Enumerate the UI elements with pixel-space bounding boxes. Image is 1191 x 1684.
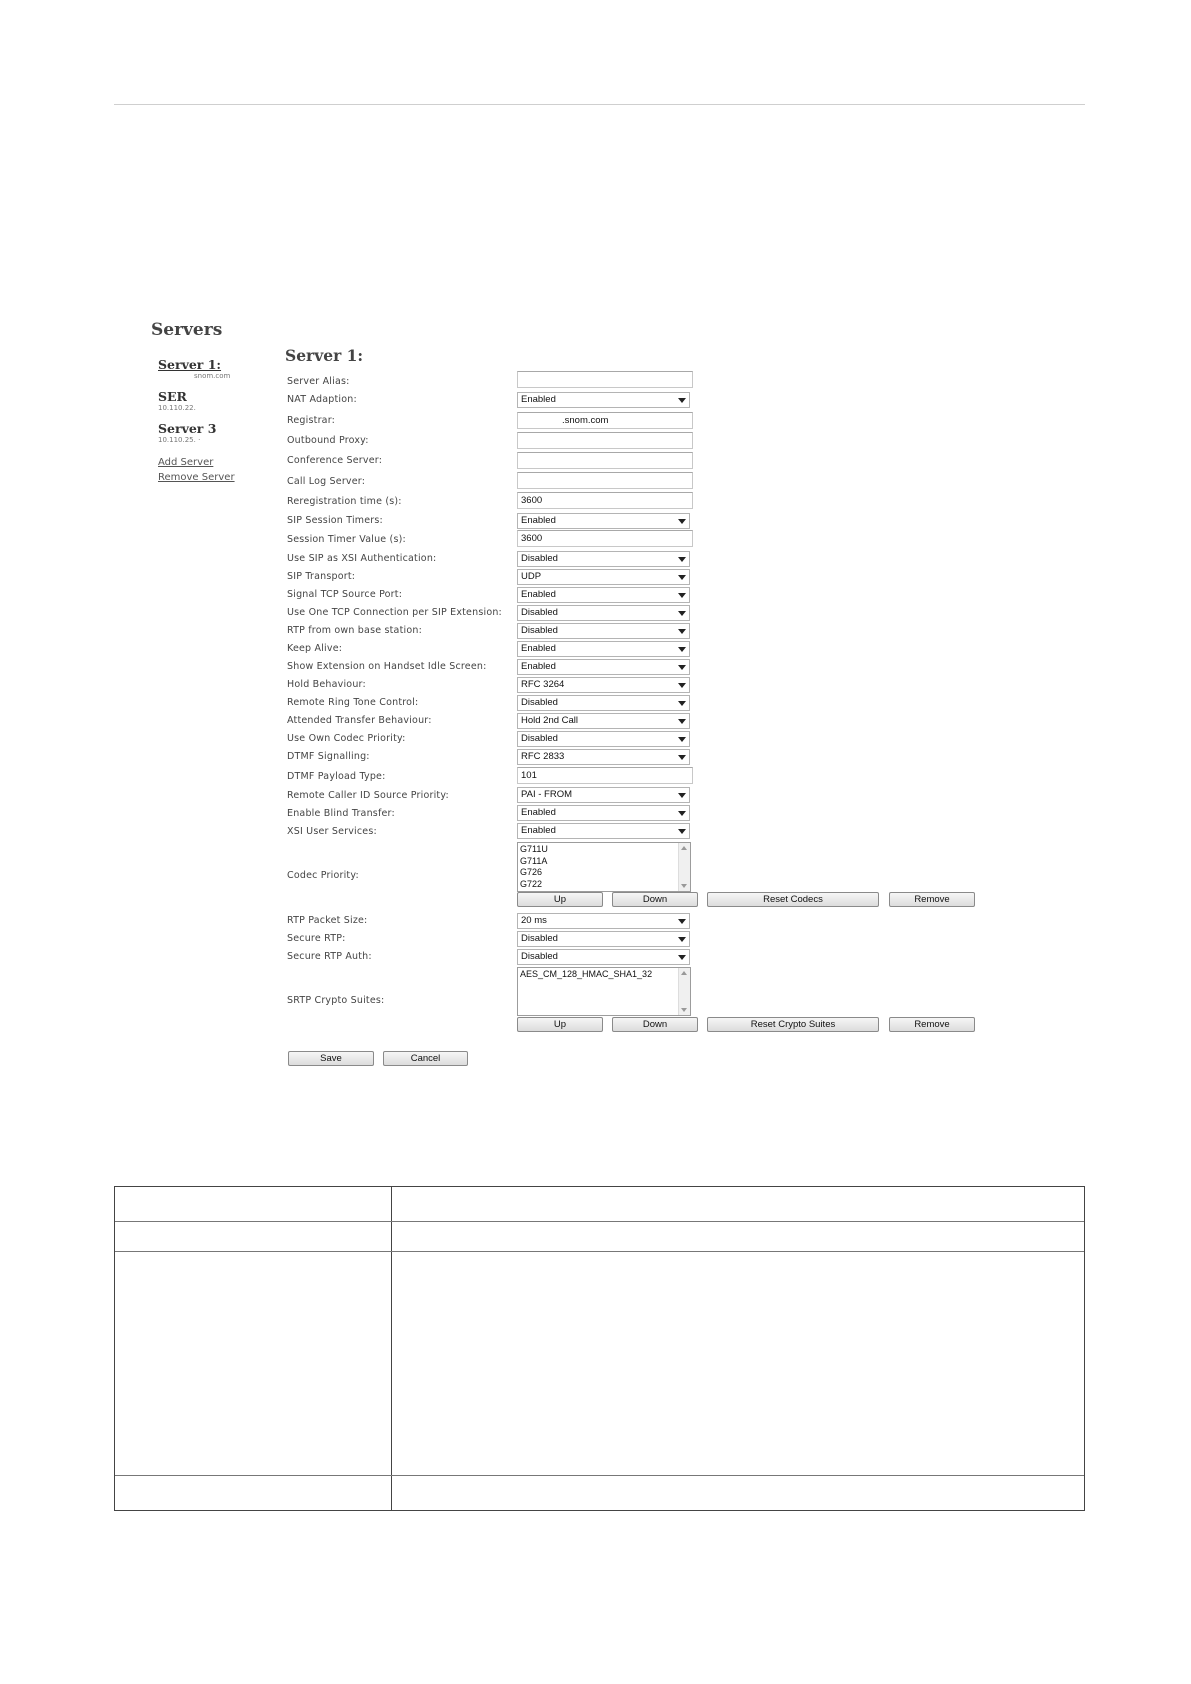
secure-rtp-auth-select[interactable] [517,949,690,965]
dropdown-arrow-icon [678,937,686,942]
scroll-up-icon[interactable] [681,846,687,850]
select-value: PAI - FROM [521,789,573,800]
list-option[interactable]: G711A [520,855,548,866]
sip-transport-label: SIP Transport: [287,571,356,582]
use-sip-xsi-auth-select[interactable] [517,551,690,567]
secure-rtp-select[interactable] [517,931,690,947]
select-value: Disabled [521,553,558,564]
select-value: Enabled [521,643,556,654]
rtp-packet-size-label: RTP Packet Size: [287,915,368,926]
list-option[interactable]: G722 [520,878,543,889]
dropdown-arrow-icon [678,793,686,798]
srtp-crypto-suites-list[interactable] [517,967,691,1016]
attended-transfer-label: Attended Transfer Behaviour: [287,715,432,726]
enable-blind-transfer-label: Enable Blind Transfer: [287,808,395,819]
use-own-codec-priority-select[interactable] [517,731,690,747]
scroll-up-icon[interactable] [681,971,687,975]
reregistration-time-label: Reregistration time (s): [287,496,402,507]
use-own-codec-priority-label: Use Own Codec Priority: [287,733,406,744]
page-title: Servers [151,320,223,340]
select-value: Disabled [521,933,558,944]
conference-server-label: Conference Server: [287,455,383,466]
codec-remove-button[interactable]: Remove [889,892,975,907]
sip-transport-select[interactable] [517,569,690,585]
dtmf-payload-type-input[interactable]: 101 [517,767,693,784]
show-extension-idle-select[interactable] [517,659,690,675]
table-row-divider [115,1475,1084,1476]
rtp-own-base-label: RTP from own base station: [287,625,422,636]
server-name[interactable]: SER [158,389,187,404]
scroll-down-icon[interactable] [681,884,687,888]
select-value: RFC 3264 [521,679,565,690]
outbound-proxy-input[interactable] [517,432,693,449]
dropdown-arrow-icon [678,629,686,634]
select-value: Disabled [521,607,558,618]
reset-codecs-button[interactable]: Reset Codecs [707,892,879,907]
list-option[interactable]: G726 [520,867,543,877]
remote-caller-id-label: Remote Caller ID Source Priority: [287,790,449,801]
sidebar-server-2[interactable] [158,390,196,413]
use-sip-xsi-auth-label: Use SIP as XSI Authentication: [287,553,437,564]
add-server-link[interactable]: Add Server [158,457,214,468]
table-row-divider [115,1251,1084,1252]
show-extension-idle-label: Show Extension on Handset Idle Screen: [287,661,487,672]
hold-behaviour-label: Hold Behaviour: [287,679,366,690]
select-value: RFC 2833 [521,751,565,762]
crypto-down-button[interactable]: Down [612,1017,698,1032]
list-option[interactable]: AES_CM_128_HMAC_SHA1_32 [520,969,653,979]
select-value: UDP [521,571,542,582]
dropdown-arrow-icon [678,701,686,706]
nat-adaption-label: NAT Adaption: [287,394,357,405]
select-value: Enabled [521,394,556,405]
keep-alive-label: Keep Alive: [287,643,343,654]
xsi-user-services-select[interactable] [517,823,690,839]
codec-up-button[interactable]: Up [517,892,603,907]
select-value: Enabled [521,825,556,836]
form-title: Server 1: [285,346,364,365]
server-name[interactable]: Server 1: [158,357,222,372]
dropdown-arrow-icon [678,683,686,688]
dropdown-arrow-icon [678,737,686,742]
select-value: Disabled [521,951,558,962]
session-timer-value-input[interactable]: 3600 [517,530,693,547]
cancel-button[interactable]: Cancel [383,1051,468,1066]
remote-caller-id-select[interactable] [517,787,690,803]
dropdown-arrow-icon [678,398,686,403]
sidebar-server-3[interactable] [158,422,216,445]
secure-rtp-label: Secure RTP: [287,933,346,944]
conference-server-input[interactable] [517,452,693,469]
signal-tcp-source-port-label: Signal TCP Source Port: [287,589,403,600]
dtmf-signalling-label: DTMF Signalling: [287,751,370,762]
rtp-packet-size-select[interactable] [517,913,690,929]
codec-priority-label: Codec Priority: [287,870,359,881]
secure-rtp-auth-label: Secure RTP Auth: [287,951,372,962]
use-one-tcp-connection-label: Use One TCP Connection per SIP Extension: [287,607,502,618]
server-host: 10.110.25. · [158,436,201,444]
dropdown-arrow-icon [678,811,686,816]
select-value: Enabled [521,661,556,672]
select-value: 20 ms [521,915,547,926]
registrar-label: Registrar: [287,415,336,426]
enable-blind-transfer-select[interactable] [517,805,690,821]
select-value: Enabled [521,589,556,600]
server-host: snom.com [194,372,231,380]
list-option[interactable]: G711U [520,844,548,854]
dropdown-arrow-icon [678,719,686,724]
crypto-remove-button[interactable]: Remove [889,1017,975,1032]
hold-behaviour-select[interactable] [517,677,690,693]
select-value: Enabled [521,807,556,818]
use-one-tcp-connection-select[interactable] [517,605,690,621]
sip-session-timers-label: SIP Session Timers: [287,515,383,526]
codec-priority-list[interactable] [517,842,691,892]
crypto-up-button[interactable]: Up [517,1017,603,1032]
select-value: Disabled [521,625,558,636]
xsi-user-services-label: XSI User Services: [287,826,377,837]
call-log-server-label: Call Log Server: [287,476,366,487]
parameter-table [114,1186,1085,1511]
outbound-proxy-label: Outbound Proxy: [287,435,369,446]
table-row-divider [115,1221,1084,1222]
dropdown-arrow-icon [678,665,686,670]
save-button[interactable]: Save [288,1051,374,1066]
dropdown-arrow-icon [678,575,686,580]
remove-server-link[interactable]: Remove Server [158,472,235,483]
call-log-server-input[interactable] [517,472,693,489]
select-value: Enabled [521,515,556,526]
dropdown-arrow-icon [678,919,686,924]
registrar-input[interactable]: .snom.com [517,412,693,429]
table-column-divider [391,1187,392,1510]
session-timer-value-label: Session Timer Value (s): [287,534,406,545]
remote-ring-tone-label: Remote Ring Tone Control: [287,697,419,708]
rtp-own-base-select[interactable] [517,623,690,639]
attended-transfer-select[interactable] [517,713,690,729]
srtp-crypto-suites-label: SRTP Crypto Suites: [287,995,385,1006]
reset-crypto-suites-button[interactable]: Reset Crypto Suites [707,1017,879,1032]
select-value: Hold 2nd Call [521,715,579,726]
signal-tcp-source-port-select[interactable] [517,587,690,603]
keep-alive-select[interactable] [517,641,690,657]
server-alias-input[interactable] [517,371,693,388]
select-value: Disabled [521,697,558,708]
remote-ring-tone-select[interactable] [517,695,690,711]
sidebar-server-1[interactable] [158,358,230,381]
dtmf-payload-type-label: DTMF Payload Type: [287,771,386,782]
server-host: 10.110.22. [158,404,196,412]
reregistration-time-input[interactable]: 3600 [517,492,693,509]
list-scrollbar[interactable] [678,968,690,1015]
list-scrollbar[interactable] [678,843,690,891]
nat-adaption-select[interactable] [517,392,690,408]
dropdown-arrow-icon [678,829,686,834]
scroll-down-icon[interactable] [681,1008,687,1012]
dropdown-arrow-icon [678,955,686,960]
top-rule [114,104,1085,105]
codec-down-button[interactable]: Down [612,892,698,907]
dropdown-arrow-icon [678,593,686,598]
dtmf-signalling-select[interactable] [517,749,690,765]
server-name[interactable]: Server 3 [158,421,217,436]
sip-session-timers-select[interactable] [517,513,690,529]
dropdown-arrow-icon [678,557,686,562]
select-value: Disabled [521,733,558,744]
dropdown-arrow-icon [678,755,686,760]
server-alias-label: Server Alias: [287,376,350,387]
dropdown-arrow-icon [678,519,686,524]
dropdown-arrow-icon [678,611,686,616]
dropdown-arrow-icon [678,647,686,652]
